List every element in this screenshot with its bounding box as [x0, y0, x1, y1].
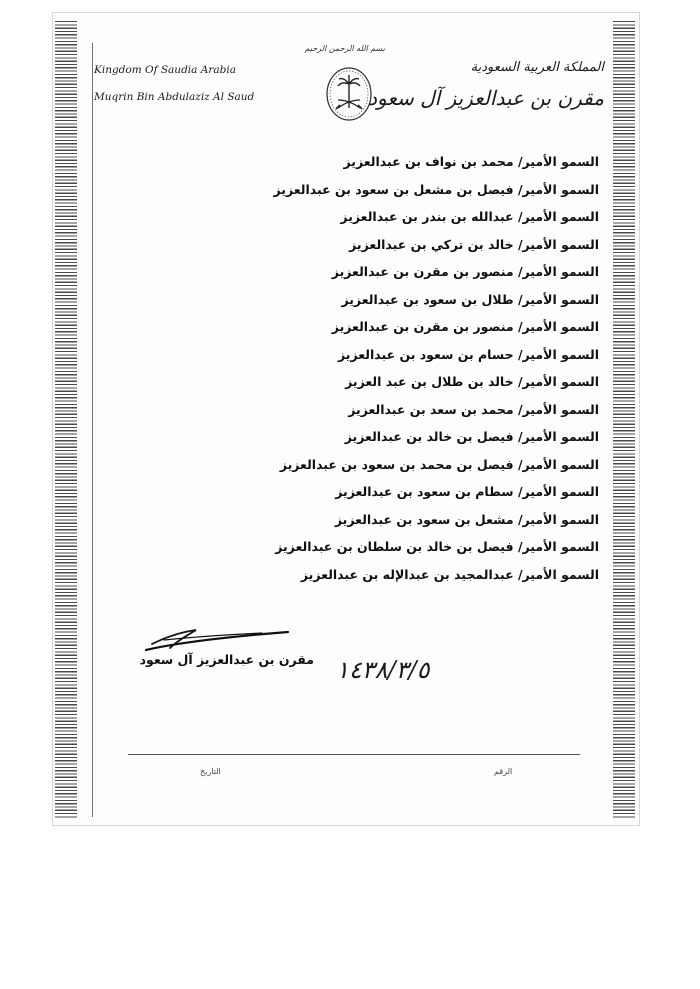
- signer-name: مقرن بن عبدالعزيز آل سعود: [139, 652, 314, 667]
- recipient-line: السمو الأمير/ فيصل بن مشعل بن سعود بن عبدالعزيز: [273, 181, 599, 197]
- left-margin-rule: [92, 43, 93, 817]
- recipient-line: السمو الأمير/ خالد بن تركي بن عبدالعزيز: [349, 236, 599, 252]
- letterhead-kingdom-latin: Kingdom Of Saudia Arabia: [94, 64, 236, 76]
- footer-date-label: التاريخ: [200, 767, 221, 776]
- recipient-line: السمو الأمير/ محمد بن نواف بن عبدالعزيز: [343, 154, 599, 169]
- footer-divider: [128, 754, 580, 755]
- right-decorative-border: [613, 21, 635, 819]
- letterhead-name-latin: Muqrin Bin Abdulaziz Al Saud: [94, 91, 255, 103]
- footer-ref-label: الرقم: [494, 767, 513, 776]
- letterhead-name-arabic: مقرن بن عبدالعزيز آل سعود: [368, 86, 604, 110]
- left-decorative-border: [55, 21, 77, 819]
- saudi-palm-swords-emblem-icon: [322, 42, 376, 126]
- recipient-line: السمو الأمير/ سطام بن سعود بن عبدالعزيز: [335, 484, 599, 499]
- recipient-line: السمو الأمير/ فيصل بن خالد بن سلطان بن عبدالعزيز: [275, 539, 599, 554]
- recipient-line: السمو الأمير/ طلال بن سعود بن عبدالعزيز: [341, 291, 599, 307]
- recipient-line: السمو الأمير/ محمد بن سعد بن عبدالعزيز: [348, 401, 599, 417]
- recipient-line: السمو الأمير/ عبدالمجيد بن عبدالإله بن عبدالعزيز: [300, 566, 599, 582]
- recipient-list: [259, 148, 599, 588]
- letterhead-kingdom-arabic: المملكة العربية السعودية: [470, 60, 604, 75]
- basmala: بسم الله الرحمن الرحيم: [304, 44, 385, 53]
- recipient-line: السمو الأمير/ فيصل بن خالد بن عبدالعزيز: [344, 429, 599, 444]
- recipient-line: السمو الأمير/ فيصل بن محمد بن سعود بن عبدالعزيز: [279, 456, 599, 472]
- recipient-line: السمو الأمير/ عبدالله بن بندر بن عبدالعزيز: [340, 209, 599, 224]
- recipient-line: السمو الأمير/ منصور بن مقرن بن عبدالعزيز: [331, 264, 599, 279]
- recipient-line: السمو الأمير/ مشعل بن سعود بن عبدالعزيز: [334, 511, 599, 527]
- recipient-line: السمو الأمير/ خالد بن طلال بن عبد العزيز: [345, 374, 599, 389]
- signature-date: ١٤٣٨/٣/٥: [336, 656, 430, 684]
- recipient-line: السمو الأمير/ منصور بن مقرن بن عبدالعزيز: [331, 319, 599, 334]
- recipient-line: السمو الأمير/ حسام بن سعود بن عبدالعزيز: [337, 346, 599, 362]
